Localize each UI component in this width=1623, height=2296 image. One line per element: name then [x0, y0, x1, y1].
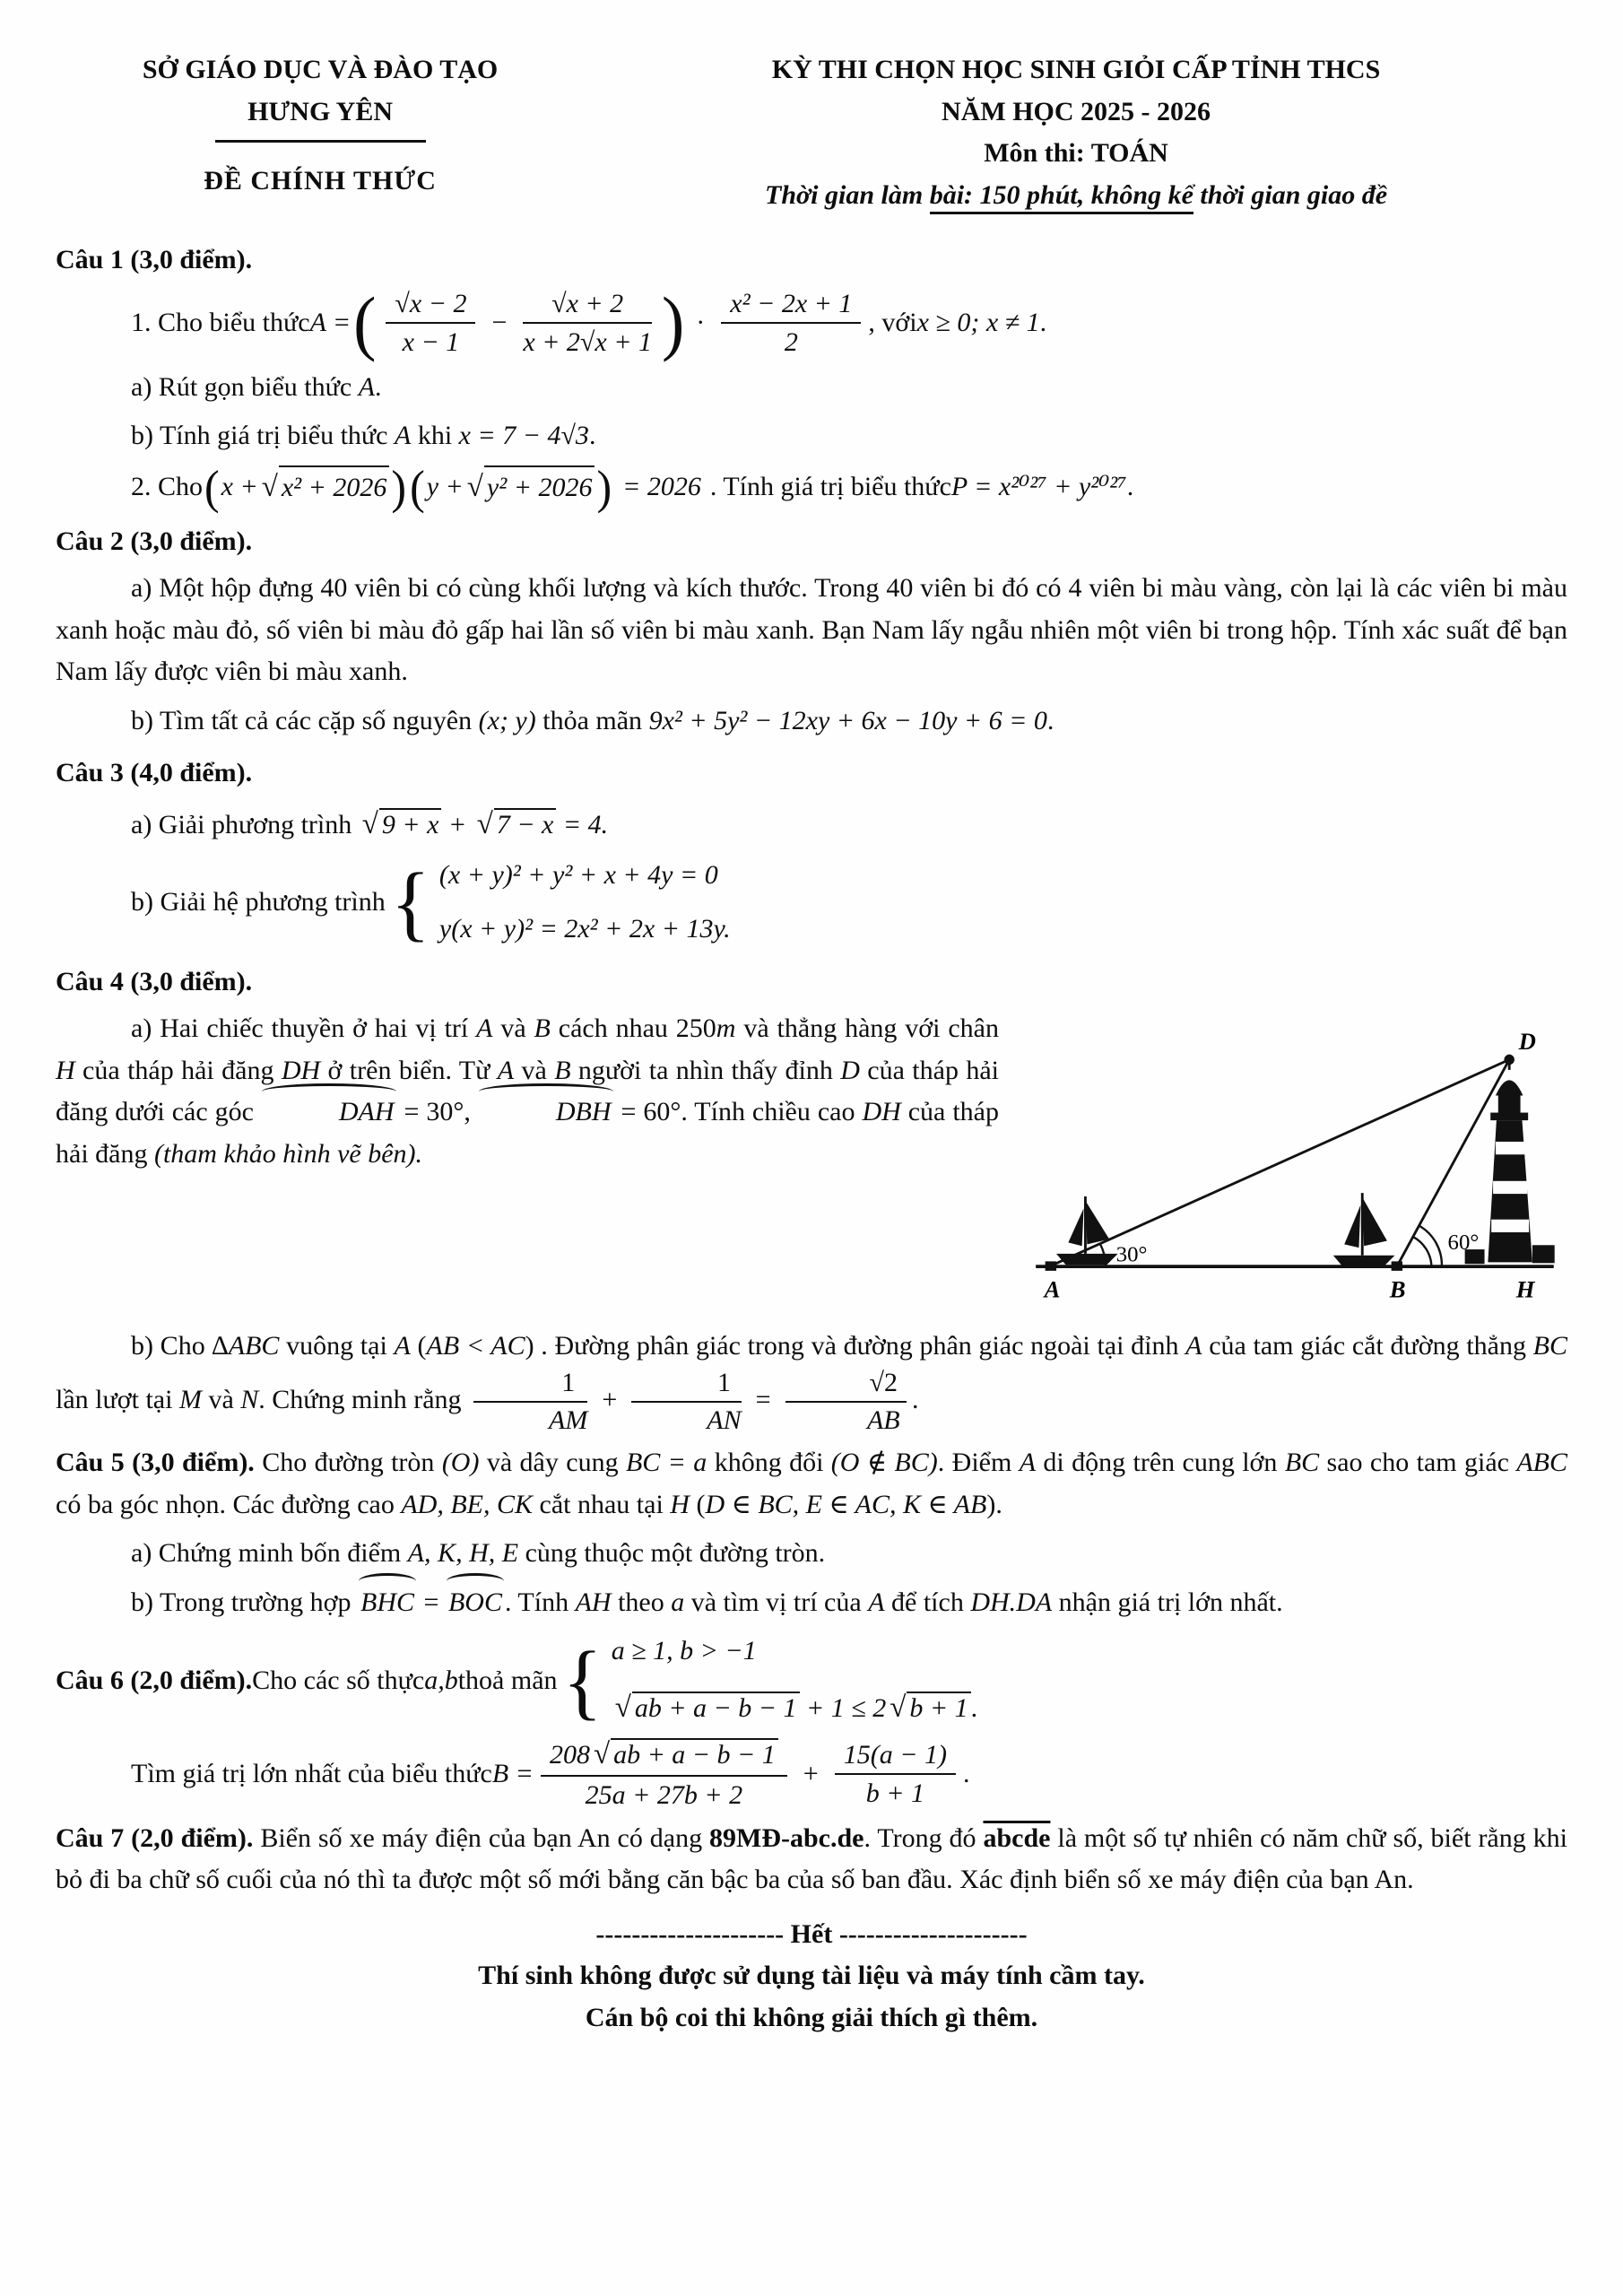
math-run: BC [1532, 1330, 1568, 1361]
math-run: DH.DA [970, 1587, 1053, 1617]
text-run: của tháp hải đăng [74, 1055, 282, 1085]
lighthouse-gallery [1490, 1113, 1528, 1121]
math-run: B [534, 1013, 551, 1044]
text-run: . [1126, 471, 1134, 501]
radicand: 7 − x [494, 808, 557, 839]
math-run: a [671, 1587, 685, 1617]
math-run: N [240, 1385, 259, 1415]
text-run: . [375, 371, 382, 402]
system-brace: { [562, 1633, 603, 1728]
math-run: D ∈ BC, E ∈ AC, K ∈ AB [705, 1489, 987, 1519]
fraction [386, 287, 475, 360]
sqrt-sign: √ [593, 1737, 611, 1770]
text-run: . [962, 1759, 970, 1789]
text-run: a) Hai chiếc thuyền ở hai vị trí [131, 1013, 477, 1044]
text-run: và tìm vị trí của [684, 1587, 869, 1617]
denominator: x + 2√x + 1 [523, 327, 652, 357]
q1-title: Câu 1 (3,0 điểm). [56, 245, 253, 274]
fraction [835, 1738, 956, 1811]
fraction [523, 287, 652, 360]
q1-part-b [131, 415, 1567, 457]
text-run: a) Giải phương trình [131, 809, 359, 839]
fraction [721, 287, 861, 360]
math-run: + 1 ≤ 2 [799, 1692, 887, 1723]
boat-jib [1344, 1205, 1360, 1248]
text-run: a) Rút gọn biểu thức [131, 371, 359, 402]
exam-title-line1: KỲ THI CHỌN HỌC SINH GIỎI CẤP TỈNH THCS [771, 55, 1381, 84]
fraction [631, 1367, 741, 1437]
math-run: A [1185, 1330, 1202, 1361]
math-run: AD, BE, CK [401, 1489, 534, 1519]
equals-sign: = [755, 1385, 771, 1415]
radicand: y² + 2026 [484, 465, 595, 509]
text-run: nhận giá trị lớn nhất. [1052, 1587, 1283, 1617]
boat-sail [1362, 1197, 1387, 1246]
text-run: cắt nhau tại [533, 1489, 671, 1519]
point-B-marker [1392, 1262, 1402, 1271]
text-run: và thẳng hàng với chân [735, 1013, 999, 1044]
sqrt-sign: √ [466, 470, 483, 503]
text-run: . [1039, 307, 1047, 337]
text-run: và [492, 1013, 534, 1044]
math-run: x ≥ 0; x ≠ 1 [916, 307, 1040, 337]
q2-part-a: a) Một hộp đựng 40 viên bi có cùng khối lượng và kích thước. Trong 40 viên bi đó có 4 viên bi màu vàng, còn lại là các viên bi màu xanh hoặc màu đỏ, số viên bi màu đỏ gấp hai lần số viên bi màu xanh. Bạn Nam lấy ngẫu nhiên một viên bi trong hộp. Tính xác suất để bạn Nam lấy được viên bi màu xanh. [56, 573, 1567, 687]
text-run: để tích [884, 1587, 971, 1617]
denominator: 25a + 27b + 2 [585, 1780, 743, 1811]
exam-title-line2: NĂM HỌC 2025 - 2026 [942, 96, 1211, 126]
numerator: 15(a − 1) [835, 1738, 956, 1776]
equation-2: y(x + y)² = 2x² + 2x + 13y. [438, 914, 731, 944]
math-run: DH [862, 1097, 901, 1127]
lighthouse-dome [1496, 1081, 1523, 1096]
q1-part-a [131, 367, 1567, 409]
denominator: AB [866, 1405, 900, 1436]
label-A: A [1044, 1275, 1061, 1303]
text-run: . Chứng minh rằng [258, 1385, 469, 1415]
numerator [541, 1736, 787, 1777]
end-divider [56, 1914, 1567, 1956]
plus-sign: + [803, 1759, 819, 1789]
text-run: , với [868, 307, 917, 337]
numerator: √x − 2 [386, 287, 475, 325]
keeper-house [1532, 1246, 1555, 1264]
text-run: . [1046, 705, 1055, 735]
text-run: b) Trong trường hợp [131, 1587, 359, 1617]
math-lhs: B = [491, 1759, 534, 1789]
q2-part-b [131, 700, 1567, 743]
dash-run: --------------------- [838, 1918, 1028, 1949]
denominator: AN [707, 1405, 742, 1436]
department-line2: HƯNG YÊN [247, 96, 394, 126]
text-run: người ta nhìn thấy đỉnh [570, 1055, 841, 1085]
time-post: thời gian giao đề [1193, 179, 1388, 210]
angle-DBH: DBH [481, 1091, 612, 1134]
text-run: có ba góc nhọn. Các đường cao [56, 1489, 402, 1519]
angle-A-value: 30° [1115, 1242, 1148, 1267]
math-run: AB < AC [426, 1330, 525, 1361]
text-run: . Tính giá trị biểu thức [709, 471, 951, 501]
q3-part-a [131, 802, 1567, 848]
denominator: b + 1 [865, 1779, 924, 1809]
fraction [785, 1367, 907, 1437]
equals-sign: = [417, 1587, 446, 1617]
system-brace: { [390, 855, 430, 950]
plate-format: 89MĐ-abc.de [709, 1822, 864, 1853]
q5-part-b [131, 1582, 1567, 1624]
text-run: ). [986, 1489, 1002, 1519]
math-run: H [56, 1055, 75, 1085]
header-rule [215, 140, 426, 143]
text-run: thoả mãn [457, 1665, 558, 1695]
time-pre: Thời gian làm [765, 179, 930, 210]
text-run: ) . Đường phân giác trong và đường phân giác ngoài tại đỉnh [525, 1330, 1186, 1361]
boat-sail [1085, 1201, 1109, 1245]
sqrt-sign: √ [476, 807, 493, 840]
math-run: BC [1284, 1448, 1320, 1478]
numerator: 1 [473, 1367, 587, 1403]
header-right [585, 49, 1567, 216]
text-run: . Trong đó [864, 1822, 984, 1853]
fraction [473, 1367, 587, 1437]
lighthouse-figure [1020, 1012, 1567, 1320]
text-run: Tìm giá trị lớn nhất của biểu thức [131, 1759, 492, 1789]
dot-operator: · [696, 307, 706, 337]
math-run: (O) [441, 1448, 480, 1478]
left-paren: ( [410, 460, 425, 514]
text-run: Cho các số thực [252, 1665, 425, 1695]
tower-band [1496, 1142, 1524, 1154]
department-line1: SỞ GIÁO DỤC VÀ ĐÀO TẠO [142, 55, 499, 84]
boat-jib [1068, 1209, 1083, 1247]
text-run: sao cho tam giác [1319, 1448, 1517, 1478]
header [56, 49, 1567, 216]
text-run: di động trên cung lớn [1036, 1448, 1285, 1478]
right-paren: ) [596, 460, 612, 514]
math-run: A [358, 371, 376, 402]
q3-title: Câu 3 (4,0 điểm). [56, 758, 253, 788]
math-run: D [840, 1055, 860, 1085]
q2-title: Câu 2 (3,0 điểm). [56, 526, 253, 556]
time-line [585, 175, 1567, 217]
point-A-marker [1046, 1262, 1056, 1271]
official-exam-label: ĐỀ CHÍNH THỨC [204, 166, 437, 196]
text-run: khi [411, 421, 459, 450]
denominator: AM [549, 1405, 588, 1436]
text-run: thỏa mãn [535, 705, 649, 735]
radicand: ab + a − b − 1 [611, 1738, 778, 1770]
q6-find-line [131, 1736, 1567, 1813]
constraint-system [612, 1631, 977, 1731]
numerator: 1 [631, 1367, 741, 1403]
lighthouse-diagram [1020, 1012, 1567, 1307]
text-run: của tháp hải đăng [56, 1097, 999, 1169]
header-left [56, 49, 585, 216]
denominator: 2 [784, 327, 798, 357]
math-run: (x; y) [478, 705, 536, 735]
math-run: A [497, 1055, 515, 1085]
math-run: BC = a [625, 1448, 707, 1478]
math-run: A [394, 1330, 411, 1361]
q1-item1-formula [131, 283, 1567, 363]
time-underlined: bài: 150 phút, không kể [930, 180, 1193, 214]
sightline-AD [1051, 1060, 1509, 1266]
q6-intro [56, 1631, 1567, 1731]
tower-band [1491, 1220, 1529, 1232]
left-paren: ( [204, 460, 220, 514]
math-run: y + [426, 471, 464, 501]
math-run: A [868, 1587, 885, 1617]
text-run: cùng thuộc một đường tròn. [518, 1538, 826, 1569]
q4-title: Câu 4 (3,0 điểm). [56, 966, 253, 996]
text-run: b) Cho [131, 1330, 213, 1361]
math-run: A [476, 1013, 493, 1044]
math-run: a,b [424, 1665, 458, 1695]
math-run: 208 [549, 1739, 590, 1770]
boat-hull [1056, 1254, 1118, 1265]
text-run: ở trên biển. Từ [320, 1055, 498, 1085]
text-run: là một số tự nhiên có năm chữ số, biết rằng khi bỏ đi ba chữ số cuối của nó thì ta được một số mới bằng căn bậc ba của số ban đầu. Xác định biển số xe máy điện của bạn An. [56, 1822, 1568, 1895]
boat-at-B [1333, 1193, 1395, 1266]
math-run: (O ∉ BC) [830, 1448, 938, 1478]
text-run: không đổi [707, 1448, 831, 1478]
q5-title: Câu 5 (3,0 điểm). [56, 1448, 255, 1478]
text-run: của tam giác cắt đường thẳng [1202, 1330, 1533, 1361]
label-D: D [1518, 1028, 1536, 1056]
angle-arc-B-inner [1412, 1237, 1431, 1266]
q5-intro [56, 1442, 1567, 1526]
q3-part-b [131, 855, 1567, 951]
text-run: theo [611, 1587, 672, 1617]
text-run: = 30°, [396, 1097, 478, 1127]
q1-item2 [131, 460, 1567, 514]
subject-line: Môn thi: TOÁN [984, 138, 1168, 168]
right-paren: ) [661, 283, 685, 363]
footer-note-1: Thí sinh không được sử dụng tài liệu và máy tính cầm tay. [478, 1961, 1145, 1991]
angle-BHC: BHC [360, 1582, 414, 1624]
plus-sign: + [602, 1385, 618, 1415]
equation-system [439, 855, 731, 951]
text-run: vuông tại [279, 1330, 395, 1361]
math-run: 9x² + 5y² − 12xy + 6x − 10y + 6 = 0 [648, 705, 1047, 735]
fraction [541, 1736, 787, 1813]
radicand: b + 1 [907, 1692, 970, 1723]
angle-B-value: 60° [1447, 1231, 1480, 1256]
text-run: Cho đường tròn [254, 1448, 442, 1478]
text-run: . Tính [504, 1587, 576, 1617]
math-run: A [394, 421, 412, 450]
label-B: B [1389, 1275, 1406, 1303]
math-run: A, K, H, E [407, 1538, 519, 1569]
math-run: AH [575, 1587, 612, 1617]
text-run: và [201, 1385, 241, 1415]
q4-section [56, 1008, 1567, 1437]
text-run: a) Chứng minh bốn điểm [131, 1538, 408, 1569]
tower-band [1493, 1181, 1527, 1194]
math-run: x + [221, 471, 258, 501]
math-run: m [716, 1013, 736, 1044]
angle-BOC: BOC [448, 1582, 502, 1624]
text-run: . [970, 1692, 978, 1723]
text-run: . [912, 1385, 919, 1415]
math-run: M [178, 1385, 202, 1415]
q7-paragraph [56, 1818, 1567, 1901]
text-run: ( [410, 1330, 427, 1361]
math-lhs: A = [309, 307, 352, 337]
text-run: b) Tìm tất cả các cặp số nguyên [131, 705, 479, 735]
right-paren: ) [391, 460, 407, 514]
numerator: x² − 2x + 1 [721, 287, 861, 325]
denominator: x − 1 [402, 327, 460, 357]
sqrt-sign: √ [614, 1691, 631, 1724]
math-run: + [441, 809, 473, 839]
footer-note-2: Cán bộ coi thi không giải thích gì thêm. [585, 2002, 1038, 2032]
text-run: b) Tính giá trị biểu thức [131, 421, 395, 450]
abcde-number: abcde [983, 1822, 1051, 1853]
sqrt-sign: √ [361, 807, 378, 840]
text-run: . [588, 421, 596, 450]
constraint-1: a ≥ 1, b > −1 [611, 1636, 757, 1666]
math-run: A [1019, 1448, 1037, 1478]
text-run: b) Giải hệ phương trình [131, 887, 386, 918]
math-run: P = x²⁰²⁷ + y²⁰²⁷ [950, 471, 1127, 501]
text-run: và [514, 1055, 555, 1085]
math-run: DH [281, 1055, 321, 1085]
text-run: = 60°. Tính chiều cao [613, 1097, 863, 1127]
q6-title: Câu 6 (2,0 điểm). [56, 1665, 253, 1695]
lighthouse-lantern [1498, 1094, 1521, 1115]
math-run: = 4. [556, 809, 609, 839]
text-run: 1. Cho biểu thức [131, 307, 310, 337]
text-run: và dây cung [479, 1448, 626, 1478]
sqrt-sign: √ [890, 1691, 907, 1724]
left-paren: ( [353, 283, 377, 363]
text-run: 2. Cho [131, 471, 204, 501]
math-run: x = 7 − 4√3 [458, 421, 589, 450]
math-run: = 2026 [622, 471, 701, 501]
text-run: . Điểm [937, 1448, 1020, 1478]
constraint-2 [612, 1685, 977, 1731]
minus-sign: − [491, 307, 508, 337]
q7-title: Câu 7 (2,0 điểm). [56, 1822, 254, 1853]
math-run: ∆ABC [212, 1330, 280, 1361]
dash-run: --------------------- [595, 1918, 785, 1949]
end-label: Hết [784, 1918, 839, 1949]
q5-part-a [131, 1533, 1567, 1575]
q4-part-b [56, 1326, 1567, 1438]
math-run: ABC [1516, 1448, 1568, 1478]
figure-reference-note: (tham khảo hình vẽ bên). [153, 1138, 423, 1169]
math-run: H [670, 1489, 690, 1519]
text-run: ( [689, 1489, 706, 1519]
text-run: cách nhau 250 [550, 1013, 716, 1044]
equation-1: (x + y)² + y² + x + 4y = 0 [438, 859, 718, 890]
radicand: 9 + x [379, 808, 442, 839]
label-H: H [1515, 1275, 1535, 1303]
sqrt-sign: √ [261, 470, 278, 503]
radicand: ab + a − b − 1 [632, 1692, 800, 1723]
math-run: B [554, 1055, 571, 1085]
angle-DAH: DAH [264, 1091, 395, 1134]
text-run: Biển số xe máy điện của bạn An có dạng [253, 1822, 709, 1853]
text-run: của tháp hải đăng dưới các góc [56, 1055, 999, 1127]
boat-at-A [1056, 1196, 1118, 1265]
numerator: √x + 2 [523, 287, 652, 325]
text-run: lần lượt tại [56, 1385, 179, 1415]
numerator: √2 [785, 1367, 907, 1403]
radicand: x² + 2026 [279, 465, 390, 509]
